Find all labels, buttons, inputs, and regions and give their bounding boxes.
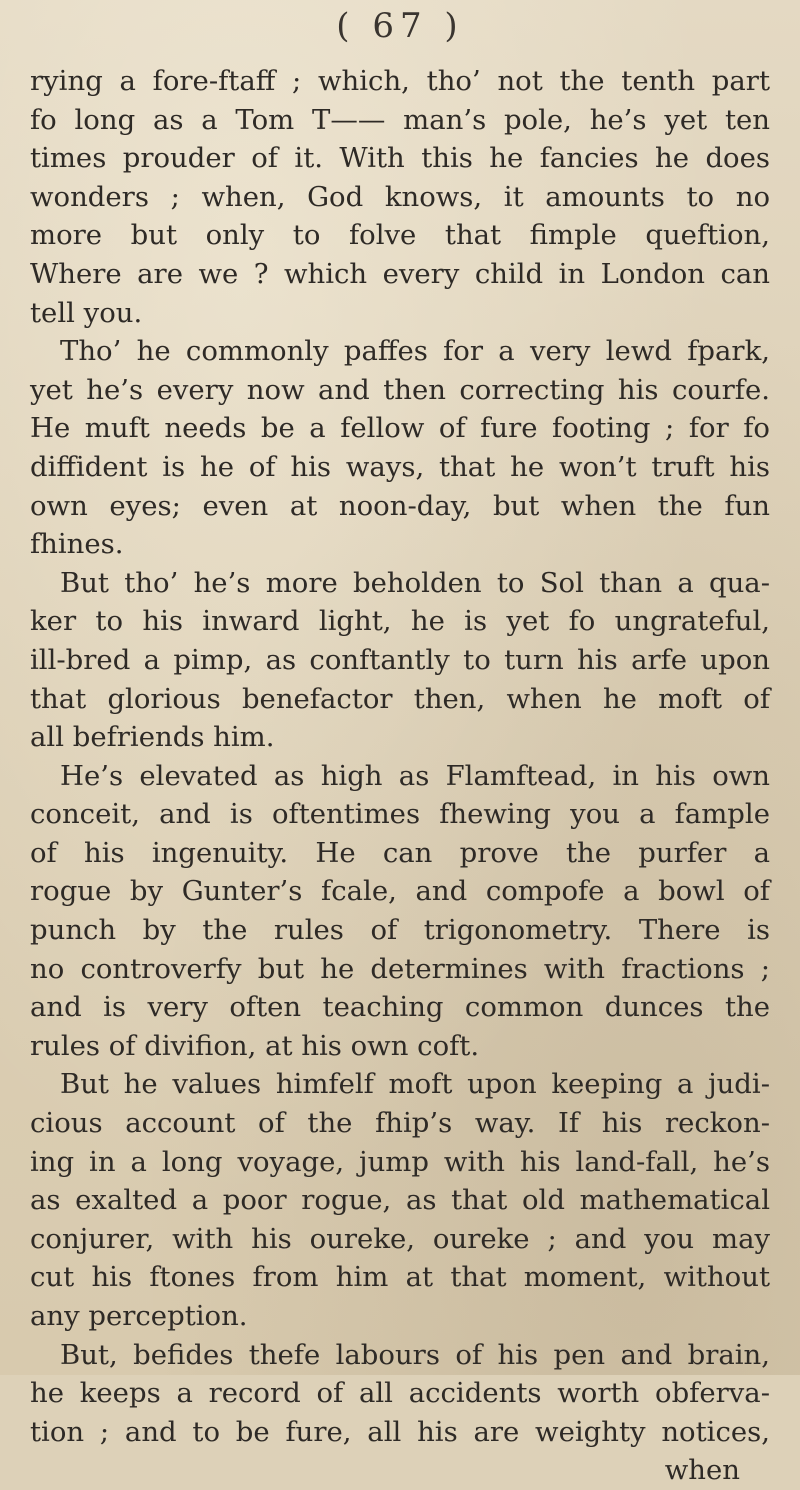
- text-line: he keeps a record of all accidents worth obferva-: [30, 1377, 770, 1410]
- text-line: ill-bred a pimp, as conftantly to turn his arfe upon: [30, 643, 770, 676]
- text-line: any perception.: [30, 1300, 248, 1332]
- text-line: fo long as a Tom T—— man’s pole, he’s yet ten: [30, 103, 770, 136]
- text-line: rogue by Gunter’s fcale, and compofe a bowl of: [30, 875, 770, 908]
- text-line: more but only to folve that fimple queftion,: [30, 219, 770, 252]
- text-line: that glorious benefactor then, when he moft of: [30, 682, 770, 715]
- text-line: But he values himfelf moft upon keeping a judi-: [60, 1068, 770, 1101]
- text-line: Tho’ he commonly paffes for a very lewd fpark,: [60, 335, 770, 368]
- text-line: conjurer, with his oureke, oureke ; and you may: [30, 1222, 770, 1255]
- text-line: But tho’ he’s more beholden to Sol than a qua-: [60, 566, 770, 599]
- text-line: conceit, and is oftentimes fhewing you a fample: [30, 798, 770, 831]
- text-line: fhines.: [30, 528, 124, 561]
- text-line: yet he’s every now and then correcting his courfe.: [30, 373, 770, 406]
- text-line: rules of divifion, at his own coft.: [30, 1029, 480, 1062]
- text-line: He’s elevated as high as Flamftead, in his own: [60, 759, 770, 792]
- text-line: cious account of the fhip’s way. If his reckon-: [30, 1107, 770, 1140]
- text-line: ker to his inward light, he is yet fo ungrateful,: [30, 605, 770, 638]
- text-line: tion ; and to be fure, all his are weighty notices,: [30, 1415, 770, 1448]
- text-line: wonders ; when, God knows, it amounts to no: [30, 180, 770, 213]
- page-number: ( 67 ): [336, 6, 464, 46]
- text-line: rying a fore-ftaff ; which, tho’ not the tenth part: [30, 65, 770, 97]
- catchword: when: [664, 1454, 740, 1487]
- text-line: as exalted a poor rogue, as that old mathematical: [30, 1184, 770, 1217]
- text-line: all befriends him.: [30, 721, 275, 754]
- text-line: own eyes; even at noon-day, but when the fun: [30, 489, 770, 522]
- text-line: cut his ftones from him at that moment, without: [30, 1261, 770, 1294]
- text-line: Where are we ? which every child in London can: [30, 257, 770, 290]
- text-line: ing in a long voyage, jump with his land-fall, he’s: [30, 1145, 770, 1178]
- text-line: But, befides thefe labours of his pen and brain,: [60, 1338, 770, 1371]
- text-line: times prouder of it. With this he fancies he does: [30, 142, 770, 175]
- text-line: punch by the rules of trigonometry. There is: [30, 914, 770, 947]
- body-text: [30, 62, 770, 1490]
- text-line: diffident is he of his ways, that he won’t truft his: [30, 450, 770, 483]
- text-line: tell you.: [30, 296, 143, 329]
- text-line: and is very often teaching common dunces the: [30, 991, 770, 1024]
- text-line: of his ingenuity. He can prove the purfer a: [30, 836, 770, 869]
- text-line: He muft needs be a fellow of fure footing ; for fo: [30, 412, 770, 445]
- text-line: no controverfy but he determines with fractions ;: [30, 952, 770, 985]
